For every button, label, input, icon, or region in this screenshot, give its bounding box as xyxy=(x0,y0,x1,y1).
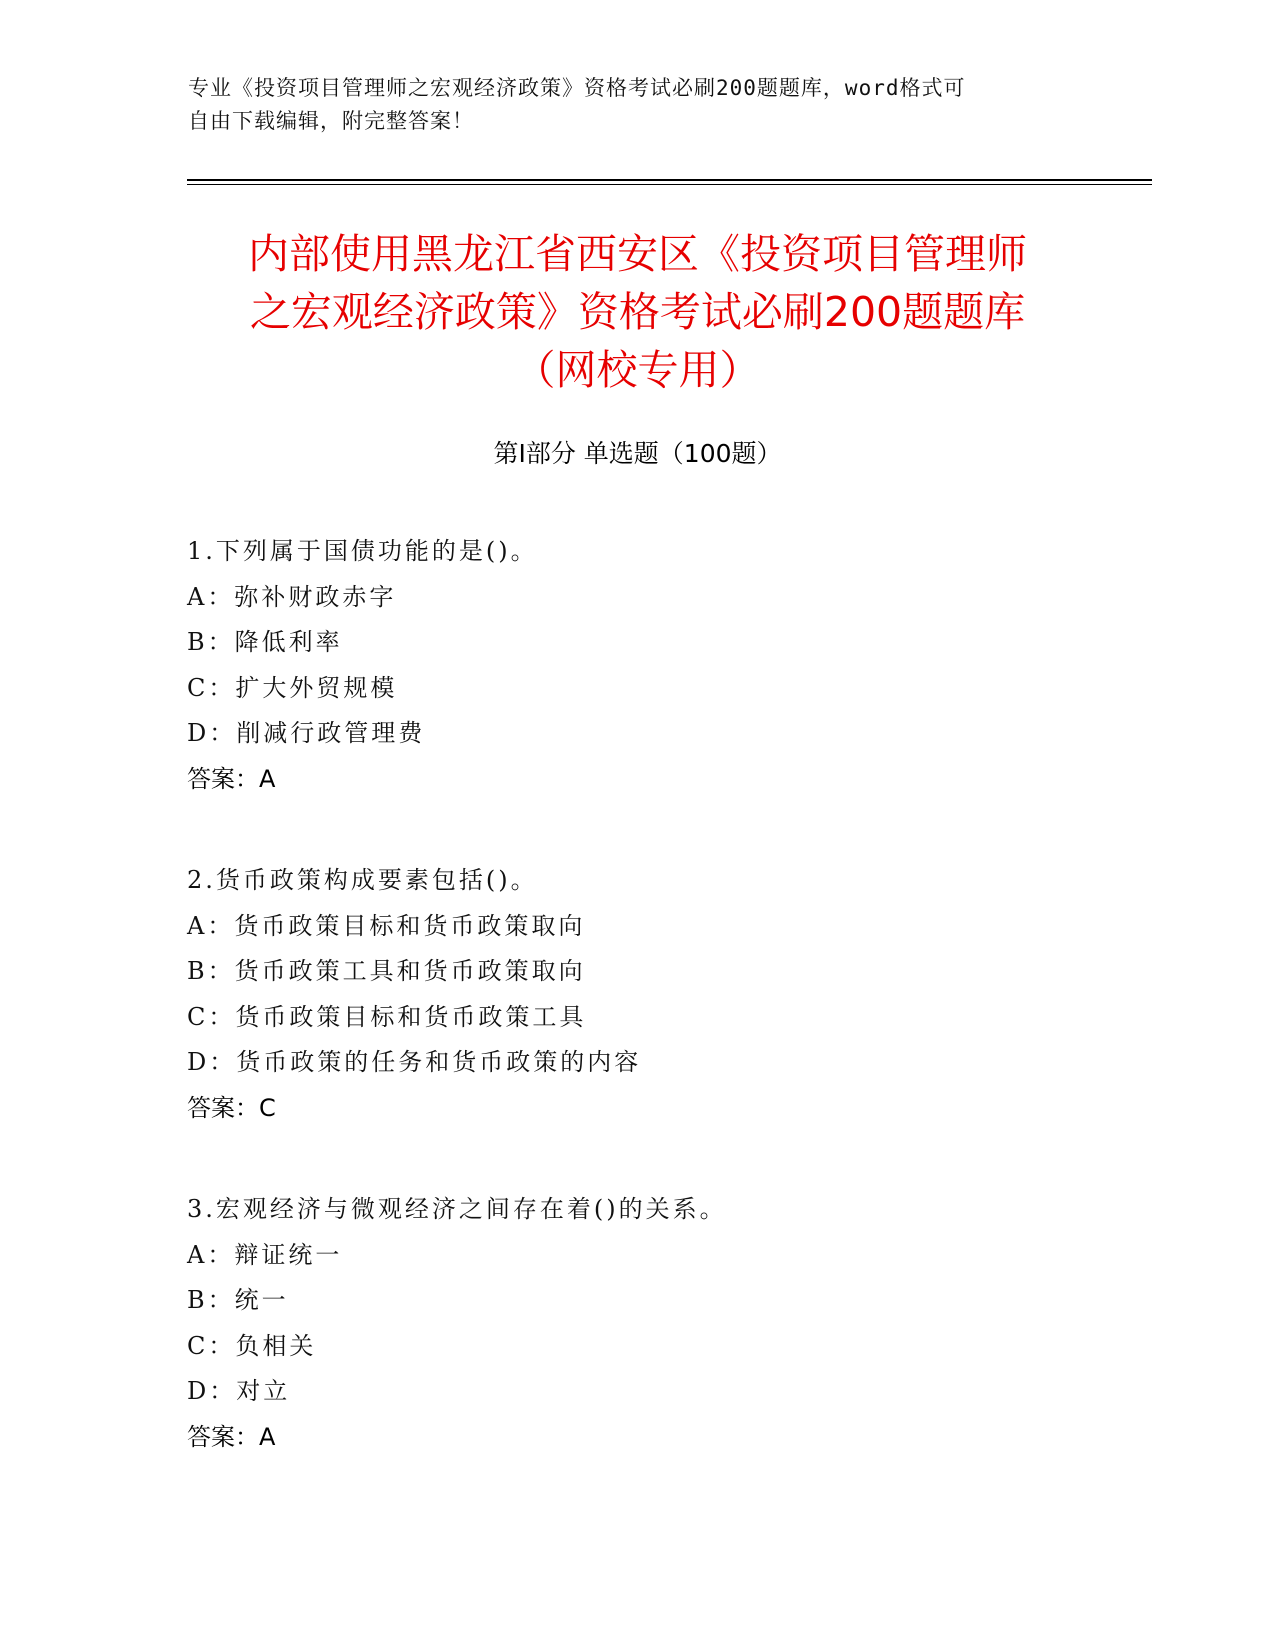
question-answer: 答案：A xyxy=(187,764,276,793)
question-option-a: A：弥补财政赤字 xyxy=(187,582,397,611)
document-title-line-1: 内部使用黑龙江省西安区《投资项目管理师 xyxy=(248,230,1027,278)
question-option-b: B：货币政策工具和货币政策取向 xyxy=(187,957,586,985)
question-answer: 答案：A xyxy=(187,1422,276,1451)
question-option-b: B：降低利率 xyxy=(187,628,343,656)
document-title-line-2: 之宏观经济政策》资格考试必刷200题题库 xyxy=(249,288,1026,336)
header-note-line-1: 专业《投资项目管理师之宏观经济政策》资格考试必刷200题题库，word格式可 xyxy=(188,76,966,100)
question-option-d: D：对立 xyxy=(187,1377,291,1405)
question-stem: 3.宏观经济与微观经济之间存在着()的关系。 xyxy=(187,1195,727,1223)
question-option-c: C：货币政策目标和货币政策工具 xyxy=(187,1002,587,1031)
question-option-b: B：统一 xyxy=(187,1286,289,1314)
question-stem: 2.货币政策构成要素包括()。 xyxy=(187,866,538,894)
header-note-line-2: 自由下载编辑，附完整答案！ xyxy=(188,109,474,133)
question-option-a: A：辩证统一 xyxy=(187,1240,343,1269)
section-heading: 第Ⅰ部分 单选题（100题） xyxy=(493,439,782,468)
question-stem: 1.下列属于国债功能的是()。 xyxy=(187,537,538,565)
question-option-d: D：削减行政管理费 xyxy=(187,719,426,747)
question-item xyxy=(187,858,1107,1131)
question-option-a: A：货币政策目标和货币政策取向 xyxy=(187,911,586,940)
header-divider-thin xyxy=(187,184,1152,185)
question-option-c: C：扩大外贸规模 xyxy=(187,673,398,702)
question-list xyxy=(187,529,1107,1516)
document-title-line-3: （网校专用） xyxy=(514,346,761,394)
question-answer: 答案：C xyxy=(187,1093,276,1122)
header-note xyxy=(188,72,1068,138)
question-option-c: C：负相关 xyxy=(187,1331,317,1360)
question-item xyxy=(187,1187,1107,1460)
question-option-d: D：货币政策的任务和货币政策的内容 xyxy=(187,1048,642,1076)
header-divider-thick xyxy=(187,179,1152,181)
document-title xyxy=(170,225,1105,399)
question-item xyxy=(187,529,1107,802)
